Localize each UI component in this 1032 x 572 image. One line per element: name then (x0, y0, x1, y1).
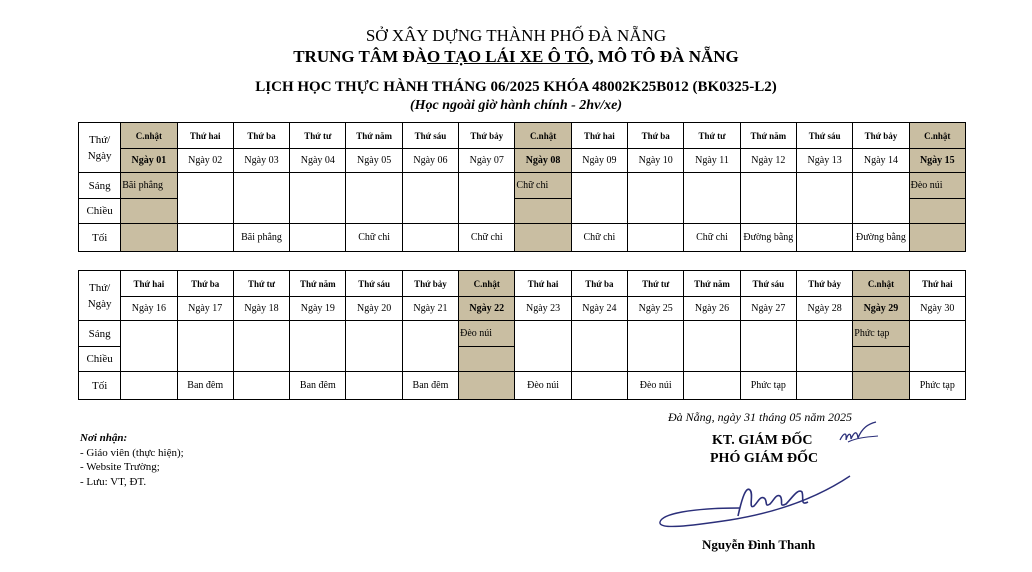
chieu-label: Chiều (79, 347, 121, 372)
weekday-header: Thứ tư (290, 123, 346, 149)
afternoon-session-cell (290, 347, 346, 372)
date-cell: Ngày 26 (684, 297, 740, 321)
date-cell: Ngày 17 (177, 297, 233, 321)
morning-session-cell (177, 173, 233, 199)
evening-session-cell: Chữ chi (684, 224, 740, 252)
thu-label: Thứ/ (88, 133, 111, 146)
afternoon-session-cell (684, 347, 740, 372)
evening-session-cell (346, 372, 402, 400)
toi-label: Tối (79, 224, 121, 252)
morning-session-cell (796, 321, 852, 347)
morning-session-cell (459, 173, 515, 199)
evening-row (79, 372, 966, 400)
weekday-header: C.nhật (121, 123, 177, 149)
date-cell: Ngày 12 (740, 149, 796, 173)
center-name-part2: O TẠO LÁI XE Ô TÔ (427, 47, 590, 66)
recipient-item: - Giáo viên (thực hiện); (80, 447, 184, 459)
evening-session-cell (628, 224, 684, 252)
evening-session-cell: Đường bằng (740, 224, 796, 252)
signer-name: Nguyễn Đình Thanh (702, 537, 816, 552)
weekday-header: Thứ ba (628, 123, 684, 149)
evening-session-cell: Bãi phẳng (233, 224, 289, 252)
date-cell: Ngày 04 (290, 149, 346, 173)
weekday-header: Thứ bảy (402, 271, 458, 297)
afternoon-session-cell (233, 347, 289, 372)
recipient-item: - Lưu: VT, ĐT. (80, 476, 147, 488)
morning-session-cell: Phức tạp (853, 321, 909, 347)
evening-row (79, 224, 966, 252)
schedule-subtitle: (Học ngoài giờ hành chính - 2hv/xe) (409, 98, 623, 113)
morning-session-cell (853, 173, 909, 199)
evening-session-cell (121, 224, 177, 252)
recipient-item: - Website Trường; (80, 461, 160, 473)
date-cell: Ngày 18 (233, 297, 289, 321)
morning-session-cell (233, 173, 289, 199)
toi-label: Tối (79, 372, 121, 400)
date-cell: Ngày 15 (909, 149, 965, 173)
afternoon-row (79, 347, 966, 372)
morning-session-cell (796, 173, 852, 199)
evening-session-cell: Chữ chi (571, 224, 627, 252)
afternoon-session-cell (628, 199, 684, 224)
thu-label: Thứ/ (88, 281, 111, 294)
date-cell: Ngày 28 (796, 297, 852, 321)
afternoon-session-cell (290, 199, 346, 224)
evening-session-cell: Chữ chi (459, 224, 515, 252)
evening-session-cell (571, 372, 627, 400)
date-cell: Ngày 03 (233, 149, 289, 173)
afternoon-row (79, 199, 966, 224)
date-row (79, 149, 966, 173)
schedule-title: LỊCH HỌC THỰC HÀNH THÁNG 06/2025 KHÓA 48002K25B012 (BK0325-L2) (255, 79, 777, 95)
weekday-header: Thứ sáu (796, 123, 852, 149)
position-pho-giam-doc: PHÓ GIÁM ĐỐC (710, 451, 819, 466)
date-cell: Ngày 27 (740, 297, 796, 321)
morning-session-cell (571, 173, 627, 199)
afternoon-session-cell (177, 199, 233, 224)
date-cell: Ngày 23 (515, 297, 571, 321)
morning-session-cell (628, 173, 684, 199)
signing-date: Đà Nẵng, ngày 31 tháng 05 năm 2025 (668, 410, 852, 424)
thu-ngay-label (79, 271, 121, 321)
afternoon-session-cell (459, 347, 515, 372)
date-cell: Ngày 09 (571, 149, 627, 173)
date-cell: Ngày 19 (290, 297, 346, 321)
afternoon-session-cell (571, 199, 627, 224)
morning-session-cell (346, 321, 402, 347)
morning-session-cell: Chữ chi (515, 173, 571, 199)
evening-session-cell (233, 372, 289, 400)
date-cell: Ngày 16 (121, 297, 177, 321)
morning-session-cell: Đèo núi (909, 173, 965, 199)
afternoon-session-cell (796, 199, 852, 224)
morning-session-cell (684, 173, 740, 199)
weekday-header: C.nhật (515, 123, 571, 149)
schedule-table-2 (78, 270, 966, 400)
morning-session-cell (740, 321, 796, 347)
department-name: SỞ XÂY DỰNG THÀNH PHỐ ĐÀ NẴNG (365, 26, 667, 45)
weekday-header: Thứ năm (290, 271, 346, 297)
afternoon-session-cell (853, 199, 909, 224)
evening-session-cell (853, 372, 909, 400)
evening-session-cell: Chữ chi (346, 224, 402, 252)
weekday-header: Thứ sáu (740, 271, 796, 297)
afternoon-session-cell (402, 347, 458, 372)
afternoon-session-cell (346, 347, 402, 372)
date-row (79, 297, 966, 321)
date-cell: Ngày 05 (346, 149, 402, 173)
recipients-title: Nơi nhận: (80, 432, 128, 444)
date-cell: Ngày 10 (628, 149, 684, 173)
schedule-table-1 (78, 122, 966, 252)
position-kt-giam-doc: KT. GIÁM ĐỐC (712, 433, 813, 448)
afternoon-session-cell (628, 347, 684, 372)
morning-row (79, 321, 966, 347)
morning-session-cell (909, 321, 965, 347)
weekday-header: Thứ bảy (853, 123, 909, 149)
weekday-header: Thứ hai (515, 271, 571, 297)
evening-session-cell: Phức tạp (740, 372, 796, 400)
chieu-label: Chiều (79, 199, 121, 224)
afternoon-session-cell (909, 347, 965, 372)
morning-session-cell (233, 321, 289, 347)
header-row (79, 271, 966, 297)
morning-row (79, 173, 966, 199)
evening-session-cell: Đèo núi (515, 372, 571, 400)
weekday-header: Thứ tư (628, 271, 684, 297)
ngay-label: Ngày (87, 297, 112, 310)
afternoon-session-cell (796, 347, 852, 372)
weekday-header: C.nhật (853, 271, 909, 297)
thu-ngay-label (79, 123, 121, 173)
afternoon-session-cell (402, 199, 458, 224)
weekday-header: C.nhật (909, 123, 965, 149)
afternoon-session-cell (233, 199, 289, 224)
weekday-header: Thứ ba (571, 271, 627, 297)
sang-label: Sáng (79, 321, 121, 347)
morning-session-cell (628, 321, 684, 347)
weekday-header: Thứ bảy (796, 271, 852, 297)
weekday-header: Thứ năm (740, 123, 796, 149)
afternoon-session-cell (121, 347, 177, 372)
afternoon-session-cell (853, 347, 909, 372)
morning-session-cell (346, 173, 402, 199)
weekday-header: Thứ năm (684, 271, 740, 297)
evening-session-cell (459, 372, 515, 400)
weekday-header: Thứ sáu (346, 271, 402, 297)
morning-session-cell (290, 321, 346, 347)
weekday-header: Thứ năm (346, 123, 402, 149)
center-name-part3: , MÔ TÔ ĐÀ NẴNG (589, 47, 739, 66)
evening-session-cell (796, 372, 852, 400)
weekday-header: Thứ hai (177, 123, 233, 149)
date-cell: Ngày 14 (853, 149, 909, 173)
afternoon-session-cell (909, 199, 965, 224)
afternoon-session-cell (740, 199, 796, 224)
sang-label: Sáng (79, 173, 121, 199)
morning-session-cell (121, 321, 177, 347)
morning-session-cell (571, 321, 627, 347)
weekday-header: Thứ tư (233, 271, 289, 297)
morning-session-cell (177, 321, 233, 347)
evening-session-cell (402, 224, 458, 252)
weekday-header: Thứ sáu (402, 123, 458, 149)
header-row (79, 123, 966, 149)
weekday-header: C.nhật (459, 271, 515, 297)
morning-session-cell (402, 321, 458, 347)
evening-session-cell: Ban đêm (290, 372, 346, 400)
evening-session-cell: Đèo núi (628, 372, 684, 400)
evening-session-cell (121, 372, 177, 400)
morning-session-cell (290, 173, 346, 199)
ngay-label: Ngày (87, 149, 112, 162)
weekday-header: Thứ hai (909, 271, 965, 297)
afternoon-session-cell (121, 199, 177, 224)
afternoon-session-cell (346, 199, 402, 224)
evening-session-cell (796, 224, 852, 252)
date-cell: Ngày 02 (177, 149, 233, 173)
morning-session-cell: Đèo núi (459, 321, 515, 347)
afternoon-session-cell (515, 347, 571, 372)
weekday-header: Thứ bảy (459, 123, 515, 149)
date-cell: Ngày 30 (909, 297, 965, 321)
date-cell: Ngày 24 (571, 297, 627, 321)
morning-session-cell (684, 321, 740, 347)
date-cell: Ngày 11 (684, 149, 740, 173)
evening-session-cell (515, 224, 571, 252)
weekday-header: Thứ hai (121, 271, 177, 297)
evening-session-cell: Ban đêm (402, 372, 458, 400)
morning-session-cell (402, 173, 458, 199)
weekday-header: Thứ hai (571, 123, 627, 149)
afternoon-session-cell (740, 347, 796, 372)
director-signature-icon (650, 468, 860, 538)
afternoon-session-cell (177, 347, 233, 372)
date-cell: Ngày 13 (796, 149, 852, 173)
date-cell: Ngày 22 (459, 297, 515, 321)
morning-session-cell (740, 173, 796, 199)
weekday-header: Thứ ba (233, 123, 289, 149)
evening-session-cell (909, 224, 965, 252)
center-name (0, 47, 1032, 67)
date-cell: Ngày 01 (121, 149, 177, 173)
date-cell: Ngày 20 (346, 297, 402, 321)
evening-session-cell (684, 372, 740, 400)
morning-session-cell (515, 321, 571, 347)
date-cell: Ngày 06 (402, 149, 458, 173)
weekday-header: Thứ ba (177, 271, 233, 297)
evening-session-cell (177, 224, 233, 252)
center-name-part1: TRUNG TÂM ĐÀ (293, 47, 428, 66)
afternoon-session-cell (515, 199, 571, 224)
date-cell: Ngày 07 (459, 149, 515, 173)
evening-session-cell (290, 224, 346, 252)
evening-session-cell: Đường bằng (853, 224, 909, 252)
evening-session-cell: Ban đêm (177, 372, 233, 400)
date-cell: Ngày 25 (628, 297, 684, 321)
evening-session-cell: Phức tạp (909, 372, 965, 400)
date-cell: Ngày 29 (853, 297, 909, 321)
weekday-header: Thứ tư (684, 123, 740, 149)
date-cell: Ngày 08 (515, 149, 571, 173)
date-cell: Ngày 21 (402, 297, 458, 321)
afternoon-session-cell (459, 199, 515, 224)
afternoon-session-cell (571, 347, 627, 372)
morning-session-cell: Bãi phẳng (121, 173, 177, 199)
afternoon-session-cell (684, 199, 740, 224)
initial-signature-icon (838, 420, 880, 446)
